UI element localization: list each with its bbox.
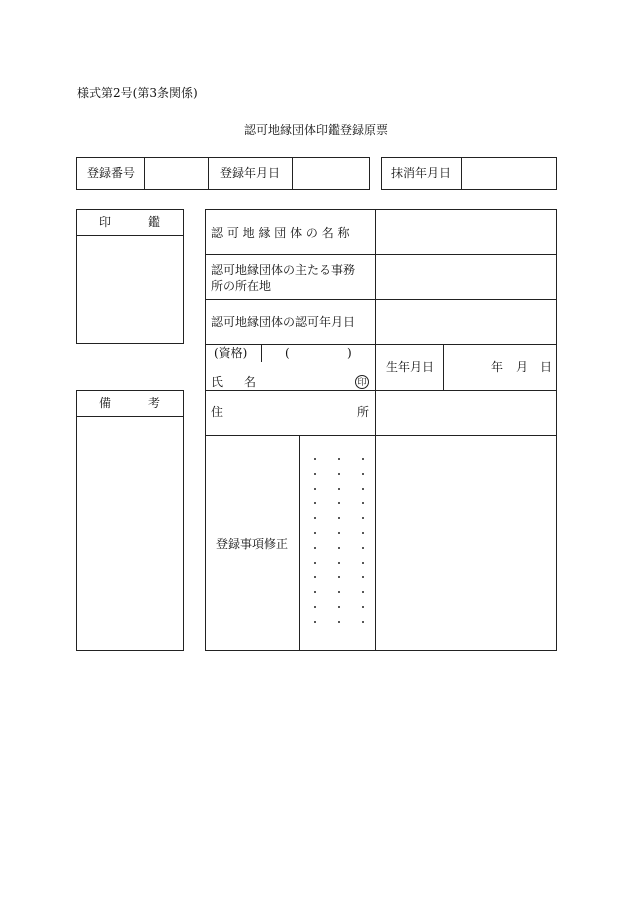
cancellation-date-label: 抹消年月日	[391, 166, 452, 180]
birth-year-label: 年	[491, 360, 504, 374]
registration-date-label: 登録年月日	[220, 166, 281, 180]
remarks-label-left: 備	[99, 396, 112, 410]
separator-dot	[314, 488, 316, 490]
separator-dot	[314, 517, 316, 519]
separator-dot	[362, 473, 364, 475]
separator-dot	[314, 621, 316, 623]
full-name-label-left: 氏	[211, 375, 224, 389]
seal-box-label-left: 印	[99, 215, 112, 229]
separator-dot	[338, 532, 340, 534]
address-field[interactable]	[376, 391, 556, 435]
separator-dot	[362, 576, 364, 578]
separator-dot	[338, 576, 340, 578]
seal-box-label-right: 鑑	[148, 215, 161, 229]
cancellation-date-field[interactable]	[462, 158, 556, 189]
separator-dot	[314, 562, 316, 564]
separator-dot	[362, 562, 364, 564]
separator-dot	[362, 517, 364, 519]
qualification-close-paren: )	[347, 346, 352, 360]
birth-month-label: 月	[516, 360, 529, 374]
separator-dot	[362, 606, 364, 608]
full-name-field[interactable]	[262, 363, 352, 389]
approval-date-label: 認可地縁団体の認可年月日	[211, 315, 356, 329]
separator-dot	[314, 606, 316, 608]
qualification-label: (資格)	[214, 346, 248, 360]
separator-dot	[362, 458, 364, 460]
qualification-field[interactable]	[291, 345, 345, 361]
separator-dot	[314, 473, 316, 475]
separator-dot	[338, 458, 340, 460]
qualification-open-paren: (	[285, 346, 290, 360]
birth-date-label: 生年月日	[386, 360, 435, 374]
form-number: 様式第2号(第3条関係)	[77, 86, 198, 100]
address-label-left: 住	[211, 405, 224, 419]
separator-dot	[314, 502, 316, 504]
separator-dot	[314, 532, 316, 534]
separator-dot	[338, 591, 340, 593]
birth-date-field[interactable]	[444, 345, 488, 389]
separator-dot	[338, 488, 340, 490]
separator-dot	[362, 591, 364, 593]
remarks-label-right: 考	[148, 396, 161, 410]
separator-dot	[362, 502, 364, 504]
correction-label: 登録事項修正	[216, 537, 289, 551]
separator-dot	[314, 547, 316, 549]
correction-dates-column	[300, 436, 374, 650]
separator-dot	[362, 532, 364, 534]
separator-dot	[338, 517, 340, 519]
office-address-label-line1: 認可地縁団体の主たる事務	[211, 263, 356, 277]
separator-dot	[338, 606, 340, 608]
correction-content-field[interactable]	[376, 436, 556, 650]
registration-date-field[interactable]	[293, 158, 369, 189]
separator-dot	[338, 562, 340, 564]
group-name-label: 認 可 地 縁 団 体 の 名 称	[211, 226, 350, 240]
separator-dot	[338, 621, 340, 623]
office-address-field[interactable]	[376, 255, 556, 299]
separator-dot	[314, 576, 316, 578]
separator-dot	[314, 591, 316, 593]
full-name-label-right: 名	[244, 375, 257, 389]
seal-stamp-icon: 印	[355, 375, 369, 389]
separator-dot	[338, 473, 340, 475]
registration-number-field[interactable]	[145, 158, 207, 189]
office-address-label-line2: 所の所在地	[211, 279, 272, 293]
separator-dot	[362, 547, 364, 549]
approval-date-field[interactable]	[376, 300, 556, 344]
separator-dot	[338, 547, 340, 549]
separator-dot	[314, 458, 316, 460]
group-name-field[interactable]	[376, 210, 556, 254]
birth-day-label: 日	[540, 360, 553, 374]
separator-dot	[338, 502, 340, 504]
remarks-field[interactable]	[77, 417, 183, 650]
seal-impression-area[interactable]	[77, 236, 183, 343]
separator-dot	[362, 488, 364, 490]
registration-number-label: 登録番号	[87, 166, 136, 180]
separator-dot	[362, 621, 364, 623]
page-title: 認可地縁団体印鑑登録原票	[244, 123, 389, 137]
address-label-right: 所	[357, 405, 370, 419]
